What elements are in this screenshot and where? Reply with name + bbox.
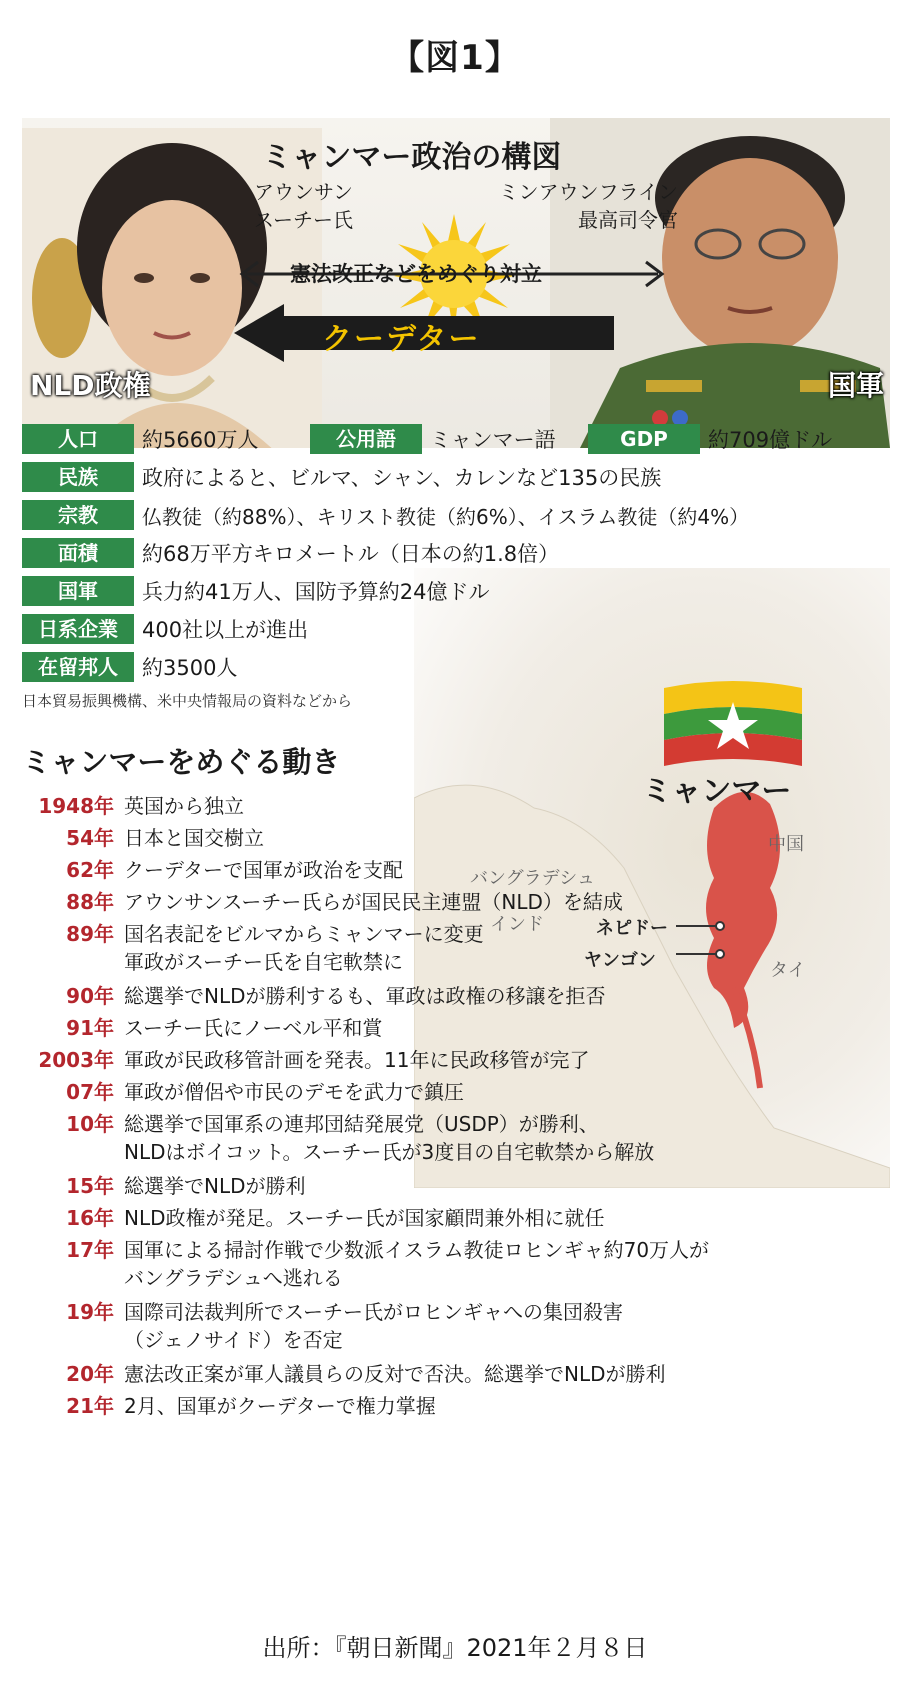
timeline-row [22,920,484,976]
timeline-row [22,1172,306,1200]
facts-source-note: 日本貿易振興機構、米中央情報局の資料などから [22,692,353,710]
timeline-year: 20年 [66,1362,114,1386]
timeline-row [22,792,244,820]
timeline-text: クーデターで国軍が政治を支配 [124,858,403,882]
military-tag: 国軍 [827,369,884,402]
figure-label: 【図1】 [390,38,520,78]
timeline-text: 国軍による掃討作戦で少数派イスラム教徒ロヒンギャ約70万人が バングラデシュへ逃れる [124,1238,710,1290]
fact-row-japanese-companies [22,614,308,644]
timeline-year: 16年 [66,1206,114,1230]
timeline-year: 10年 [66,1112,114,1136]
fact-label-language: 公用語 [310,424,422,454]
timeline-title: ミャンマーをめぐる動き [22,745,341,779]
coup-label: クーデター [322,322,481,357]
min-aung-hlaing-name [498,178,678,234]
map-label-bangladesh: バングラデシュ [470,868,595,889]
fact-value-japanese-residents: 約3500人 [142,656,238,680]
fact-value-japanese-companies: 400社以上が進出 [142,618,309,642]
fact-label-area: 面積 [22,538,134,568]
suu-kyi-name-line1: アウンサン [254,180,353,204]
fact-row-ethnicity [22,462,661,492]
timeline-text: 憲法改正案が軍人議員らの反対で否決。総選挙でNLDが勝利 [124,1362,666,1386]
timeline-text: 2月、国軍がクーデターで権力掌握 [124,1394,436,1418]
timeline-text: 日本と国交樹立 [124,826,264,850]
timeline-year: 15年 [66,1174,114,1198]
timeline-text: 国際司法裁判所でスーチー氏がロヒンギャへの集団殺害 （ジェノサイド）を否定 [124,1300,623,1352]
timeline-row [22,1360,666,1388]
timeline-year: 89年 [66,922,114,946]
timeline-text: 英国から独立 [124,794,244,818]
timeline-year: 17年 [66,1238,114,1262]
myanmar-flag-icon [658,678,808,778]
fact-label-population: 人口 [22,424,134,454]
timeline-text: スーチー氏にノーベル平和賞 [124,1016,383,1040]
timeline-text: 軍政が僧侶や市民のデモを武力で鎮圧 [124,1080,464,1104]
conflict-label: 憲法改正などをめぐり対立 [290,262,542,286]
map-label-india: インド [490,914,544,935]
banner-title: ミャンマー政治の構図 [262,140,562,175]
timeline-text: 総選挙で国軍系の連邦団結発展党（USDP）が勝利、 NLDはボイコット。スーチー氏が3度目の自宅軟禁から解放 [124,1112,655,1164]
timeline-year: 88年 [66,890,114,914]
fact-value-gdp: 約709億ドル [708,428,833,452]
timeline-text: 軍政が民政移管計画を発表。11年に民政移管が完了 [124,1048,590,1072]
myanmar-map [414,568,890,1188]
fact-label-japanese-residents: 在留邦人 [22,652,134,682]
timeline-year: 54年 [66,826,114,850]
fact-value-language: ミャンマー語 [430,428,556,452]
suu-kyi-name-line2: スーチー氏 [254,208,353,232]
fact-row-population [22,424,832,454]
timeline-year: 90年 [66,984,114,1008]
map-label-naypyidaw: ネピドー [596,918,668,939]
timeline-row [22,888,623,916]
timeline-text: アウンサンスーチー氏らが国民民主連盟（NLD）を結成 [124,890,623,914]
timeline-text: 国名表記をビルマからミャンマーに変更 軍政がスーチー氏を自宅軟禁に [124,922,484,974]
timeline-row [22,1078,464,1106]
fact-value-military: 兵力約41万人、国防予算約24億ドル [142,580,490,604]
timeline-row [22,1046,589,1074]
fact-value-population: 約5660万人 [142,428,259,452]
timeline-row [22,1014,382,1042]
timeline-row [22,1298,623,1354]
suu-kyi-name [254,178,353,234]
map-label-yangon: ヤンゴン [584,950,656,971]
timeline-row [22,982,606,1010]
timeline-text: 総選挙でNLDが勝利するも、軍政は政権の移譲を拒否 [124,984,606,1008]
timeline-row [22,1236,709,1292]
timeline-row [22,1110,654,1166]
political-structure-banner [22,118,890,448]
infographic-panel [22,118,890,1596]
min-aung-hlaing-name-line1: ミンアウンフライン [498,180,678,204]
fact-label-gdp: GDP [588,424,700,454]
fact-value-religion: 仏教徒（約88%）、キリスト教徒（約6%）、イスラム教徒（約4%） [142,504,750,529]
timeline-year: 2003年 [38,1048,114,1072]
fact-label-religion: 宗教 [22,500,134,530]
source-credit: 出所：『朝日新聞』2021年２月８日 [262,1634,648,1662]
fact-row-military [22,576,489,606]
timeline-row [22,1204,605,1232]
timeline-year: 21年 [66,1394,114,1418]
fact-label-military: 国軍 [22,576,134,606]
fact-row-area [22,538,559,568]
nld-government-tag: NLD政権 [30,369,151,402]
timeline-row [22,824,264,852]
map-label-china: 中国 [768,834,804,855]
timeline-year: 19年 [66,1300,114,1324]
country-name: ミャンマー [642,774,792,809]
fact-row-japanese-residents [22,652,237,682]
fact-row-religion [22,500,749,530]
timeline-year: 91年 [66,1016,114,1040]
timeline-text: NLD政権が発足。スーチー氏が国家顧問兼外相に就任 [124,1206,605,1230]
timeline-row [22,1392,436,1420]
city-markers [676,920,736,960]
fact-value-ethnicity: 政府によると、ビルマ、シャン、カレンなど135の民族 [142,466,662,490]
min-aung-hlaing-name-line2: 最高司令官 [578,208,678,232]
timeline-row [22,856,403,884]
timeline-year: 1948年 [38,794,114,818]
fact-label-ethnicity: 民族 [22,462,134,492]
myanmar-shape [706,792,780,1028]
timeline-text: 総選挙でNLDが勝利 [124,1174,306,1198]
timeline-year: 62年 [66,858,114,882]
timeline-year: 07年 [66,1080,114,1104]
map-label-thailand: タイ [770,960,806,981]
fact-value-area: 約68万平方キロメートル（日本の約1.8倍） [142,542,560,566]
fact-label-japanese-companies: 日系企業 [22,614,134,644]
